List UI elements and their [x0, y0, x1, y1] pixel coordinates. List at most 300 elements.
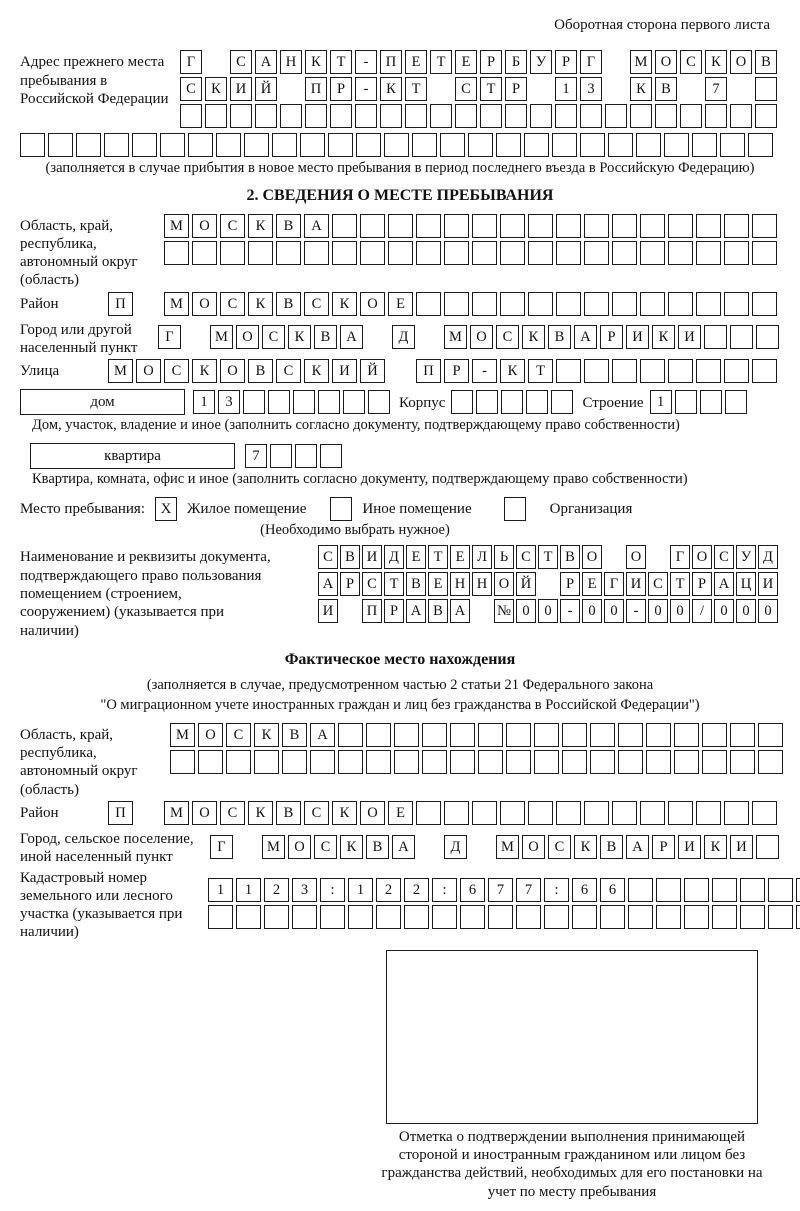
char-cell[interactable] — [170, 750, 195, 774]
char-cell[interactable] — [48, 133, 73, 157]
char-cell[interactable]: А — [714, 572, 734, 596]
char-cell[interactable]: Е — [388, 801, 413, 825]
char-cell[interactable]: У — [530, 50, 552, 74]
char-cell[interactable]: А — [340, 325, 363, 349]
char-cell[interactable] — [704, 325, 727, 349]
char-cell[interactable] — [188, 133, 213, 157]
char-cell[interactable] — [360, 214, 385, 238]
char-cell[interactable] — [478, 750, 503, 774]
char-cell[interactable] — [725, 390, 747, 414]
char-cell[interactable] — [796, 905, 800, 929]
char-cell[interactable]: 0 — [516, 599, 536, 623]
char-cell[interactable] — [758, 750, 783, 774]
char-cell[interactable] — [628, 878, 653, 902]
char-cell[interactable]: А — [304, 214, 329, 238]
char-cell[interactable]: - — [355, 50, 377, 74]
char-cell[interactable] — [758, 723, 783, 747]
kvartira-box[interactable]: квартира — [30, 443, 235, 469]
char-cell[interactable] — [338, 723, 363, 747]
char-cell[interactable] — [584, 214, 609, 238]
char-cell[interactable]: Н — [472, 572, 492, 596]
char-cell[interactable]: К — [248, 292, 273, 316]
char-cell[interactable] — [192, 241, 217, 265]
char-cell[interactable] — [478, 723, 503, 747]
char-cell[interactable] — [304, 241, 329, 265]
char-cell[interactable]: С — [226, 723, 251, 747]
char-cell[interactable]: Д — [392, 325, 415, 349]
char-cell[interactable]: К — [205, 77, 227, 101]
char-cell[interactable]: К — [248, 801, 273, 825]
char-cell[interactable] — [748, 133, 773, 157]
char-cell[interactable]: 6 — [600, 878, 625, 902]
char-cell[interactable] — [376, 905, 401, 929]
char-cell[interactable]: К — [340, 835, 363, 859]
char-cell[interactable] — [394, 723, 419, 747]
char-cell[interactable] — [230, 104, 252, 128]
char-cell[interactable] — [755, 104, 777, 128]
char-cell[interactable] — [500, 214, 525, 238]
char-cell[interactable]: В — [248, 359, 273, 383]
char-cell[interactable] — [656, 878, 681, 902]
char-cell[interactable]: Т — [538, 545, 558, 569]
char-cell[interactable] — [712, 905, 737, 929]
char-cell[interactable]: В — [755, 50, 777, 74]
char-cell[interactable]: Л — [472, 545, 492, 569]
char-cell[interactable]: С — [455, 77, 477, 101]
char-cell[interactable]: 6 — [572, 878, 597, 902]
char-cell[interactable] — [343, 390, 365, 414]
char-cell[interactable]: С — [314, 835, 337, 859]
char-cell[interactable] — [752, 292, 777, 316]
char-cell[interactable] — [348, 905, 373, 929]
char-cell[interactable]: Р — [480, 50, 502, 74]
char-cell[interactable] — [405, 104, 427, 128]
char-cell[interactable] — [664, 133, 689, 157]
char-cell[interactable] — [280, 104, 302, 128]
char-cell[interactable] — [528, 241, 553, 265]
char-cell[interactable]: Г — [604, 572, 624, 596]
char-cell[interactable]: К — [248, 214, 273, 238]
char-cell[interactable]: С — [304, 292, 329, 316]
char-cell[interactable]: О — [192, 214, 217, 238]
char-cell[interactable] — [730, 750, 755, 774]
char-cell[interactable]: Г — [210, 835, 233, 859]
char-cell[interactable]: Е — [582, 572, 602, 596]
char-cell[interactable] — [355, 104, 377, 128]
char-cell[interactable]: А — [255, 50, 277, 74]
char-cell[interactable]: 0 — [670, 599, 690, 623]
char-cell[interactable] — [605, 104, 627, 128]
char-cell[interactable] — [320, 905, 345, 929]
char-cell[interactable]: О — [522, 835, 545, 859]
char-cell[interactable] — [268, 390, 290, 414]
char-cell[interactable] — [580, 133, 605, 157]
char-cell[interactable] — [612, 214, 637, 238]
char-cell[interactable] — [310, 750, 335, 774]
char-cell[interactable]: : — [320, 878, 345, 902]
char-cell[interactable]: М — [164, 292, 189, 316]
char-cell[interactable] — [180, 104, 202, 128]
char-cell[interactable] — [700, 390, 722, 414]
char-cell[interactable] — [254, 750, 279, 774]
char-cell[interactable] — [668, 292, 693, 316]
char-cell[interactable]: Т — [330, 50, 352, 74]
char-cell[interactable] — [276, 241, 301, 265]
char-cell[interactable]: Е — [405, 50, 427, 74]
char-cell[interactable]: К — [500, 359, 525, 383]
char-cell[interactable]: В — [600, 835, 623, 859]
char-cell[interactable] — [556, 214, 581, 238]
char-cell[interactable]: М — [164, 801, 189, 825]
char-cell[interactable]: В — [282, 723, 307, 747]
char-cell[interactable]: И — [758, 572, 778, 596]
char-cell[interactable]: Е — [388, 292, 413, 316]
char-cell[interactable]: Г — [158, 325, 181, 349]
char-cell[interactable] — [104, 133, 129, 157]
char-cell[interactable] — [300, 133, 325, 157]
char-cell[interactable]: Д — [384, 545, 404, 569]
char-cell[interactable]: И — [678, 835, 701, 859]
char-cell[interactable]: К — [332, 292, 357, 316]
char-cell[interactable]: М — [108, 359, 133, 383]
char-cell[interactable]: П — [416, 359, 441, 383]
char-cell[interactable] — [524, 133, 549, 157]
char-cell[interactable] — [320, 444, 342, 468]
char-cell[interactable] — [640, 801, 665, 825]
char-cell[interactable] — [556, 241, 581, 265]
char-cell[interactable] — [724, 214, 749, 238]
char-cell[interactable]: К — [305, 50, 327, 74]
char-cell[interactable] — [394, 750, 419, 774]
char-cell[interactable] — [530, 104, 552, 128]
char-cell[interactable] — [640, 292, 665, 316]
char-cell[interactable] — [468, 133, 493, 157]
char-cell[interactable] — [584, 241, 609, 265]
char-cell[interactable] — [384, 133, 409, 157]
char-cell[interactable] — [318, 390, 340, 414]
char-cell[interactable]: К — [380, 77, 402, 101]
char-cell[interactable]: Т — [670, 572, 690, 596]
char-cell[interactable]: 2 — [404, 878, 429, 902]
char-cell[interactable]: Б — [505, 50, 527, 74]
char-cell[interactable] — [768, 905, 793, 929]
char-cell[interactable] — [702, 750, 727, 774]
char-cell[interactable] — [338, 750, 363, 774]
char-cell[interactable]: В — [406, 572, 426, 596]
char-cell[interactable] — [488, 905, 513, 929]
char-cell[interactable] — [205, 104, 227, 128]
char-cell[interactable] — [506, 750, 531, 774]
char-cell[interactable]: И — [678, 325, 701, 349]
char-cell[interactable]: В — [366, 835, 389, 859]
char-cell[interactable]: - — [472, 359, 497, 383]
char-cell[interactable] — [612, 359, 637, 383]
char-cell[interactable]: 0 — [538, 599, 558, 623]
char-cell[interactable]: О — [192, 292, 217, 316]
char-cell[interactable] — [244, 133, 269, 157]
checkbox-zhiloe[interactable]: X — [155, 497, 177, 521]
char-cell[interactable]: К — [630, 77, 652, 101]
char-cell[interactable]: В — [340, 545, 360, 569]
char-cell[interactable]: Е — [406, 545, 426, 569]
char-cell[interactable] — [796, 878, 800, 902]
char-cell[interactable] — [422, 723, 447, 747]
char-cell[interactable]: О — [626, 545, 646, 569]
char-cell[interactable]: О — [692, 545, 712, 569]
char-cell[interactable]: 7 — [245, 444, 267, 468]
char-cell[interactable] — [444, 214, 469, 238]
char-cell[interactable]: С — [714, 545, 734, 569]
char-cell[interactable]: Р — [384, 599, 404, 623]
char-cell[interactable]: 2 — [264, 878, 289, 902]
char-cell[interactable]: 6 — [460, 878, 485, 902]
char-cell[interactable] — [528, 214, 553, 238]
char-cell[interactable]: А — [406, 599, 426, 623]
char-cell[interactable]: К — [332, 801, 357, 825]
char-cell[interactable] — [132, 133, 157, 157]
char-cell[interactable]: Д — [444, 835, 467, 859]
char-cell[interactable]: 0 — [736, 599, 756, 623]
char-cell[interactable] — [528, 801, 553, 825]
char-cell[interactable] — [505, 104, 527, 128]
char-cell[interactable] — [388, 214, 413, 238]
char-cell[interactable] — [696, 214, 721, 238]
char-cell[interactable]: Р — [600, 325, 623, 349]
char-cell[interactable] — [668, 214, 693, 238]
char-cell[interactable] — [572, 905, 597, 929]
char-cell[interactable]: Т — [430, 50, 452, 74]
char-cell[interactable]: С — [304, 801, 329, 825]
char-cell[interactable] — [450, 723, 475, 747]
char-cell[interactable]: Й — [360, 359, 385, 383]
char-cell[interactable] — [556, 801, 581, 825]
char-cell[interactable] — [556, 292, 581, 316]
char-cell[interactable]: С — [180, 77, 202, 101]
char-cell[interactable] — [330, 104, 352, 128]
char-cell[interactable] — [612, 801, 637, 825]
char-cell[interactable]: Н — [280, 50, 302, 74]
char-cell[interactable]: К — [705, 50, 727, 74]
char-cell[interactable] — [696, 801, 721, 825]
char-cell[interactable] — [562, 750, 587, 774]
char-cell[interactable]: М — [164, 214, 189, 238]
char-cell[interactable] — [455, 104, 477, 128]
checkbox-inoe[interactable] — [330, 497, 352, 521]
char-cell[interactable] — [630, 104, 652, 128]
char-cell[interactable] — [740, 878, 765, 902]
char-cell[interactable]: О — [198, 723, 223, 747]
char-cell[interactable] — [675, 390, 697, 414]
char-cell[interactable] — [584, 801, 609, 825]
char-cell[interactable]: Р — [555, 50, 577, 74]
char-cell[interactable] — [655, 104, 677, 128]
char-cell[interactable]: П — [380, 50, 402, 74]
char-cell[interactable] — [612, 292, 637, 316]
char-cell[interactable]: К — [652, 325, 675, 349]
char-cell[interactable] — [220, 241, 245, 265]
char-cell[interactable]: Й — [255, 77, 277, 101]
char-cell[interactable] — [552, 133, 577, 157]
char-cell[interactable]: Д — [758, 545, 778, 569]
char-cell[interactable] — [674, 723, 699, 747]
char-cell[interactable] — [640, 241, 665, 265]
char-cell[interactable]: Г — [180, 50, 202, 74]
char-cell[interactable]: 7 — [516, 878, 541, 902]
char-cell[interactable] — [416, 241, 441, 265]
char-cell[interactable] — [752, 801, 777, 825]
char-cell[interactable] — [646, 750, 671, 774]
char-cell[interactable] — [208, 905, 233, 929]
char-cell[interactable] — [440, 133, 465, 157]
char-cell[interactable] — [640, 214, 665, 238]
char-cell[interactable]: П — [108, 292, 133, 316]
char-cell[interactable]: С — [548, 835, 571, 859]
char-cell[interactable]: 1 — [193, 390, 215, 414]
char-cell[interactable] — [768, 878, 793, 902]
char-cell[interactable]: 0 — [582, 599, 602, 623]
char-cell[interactable]: А — [574, 325, 597, 349]
char-cell[interactable]: О — [582, 545, 602, 569]
char-cell[interactable] — [724, 359, 749, 383]
char-cell[interactable]: А — [626, 835, 649, 859]
char-cell[interactable] — [332, 241, 357, 265]
char-cell[interactable] — [534, 750, 559, 774]
char-cell[interactable] — [720, 133, 745, 157]
char-cell[interactable] — [476, 390, 498, 414]
char-cell[interactable]: № — [494, 599, 514, 623]
char-cell[interactable]: В — [428, 599, 448, 623]
char-cell[interactable] — [584, 292, 609, 316]
char-cell[interactable] — [705, 104, 727, 128]
char-cell[interactable]: Е — [428, 572, 448, 596]
char-cell[interactable]: С — [164, 359, 189, 383]
char-cell[interactable]: 0 — [758, 599, 778, 623]
char-cell[interactable]: О — [288, 835, 311, 859]
char-cell[interactable] — [516, 905, 541, 929]
char-cell[interactable]: С — [516, 545, 536, 569]
char-cell[interactable] — [684, 905, 709, 929]
char-cell[interactable] — [544, 905, 569, 929]
char-cell[interactable] — [264, 905, 289, 929]
char-cell[interactable] — [243, 390, 265, 414]
char-cell[interactable] — [472, 801, 497, 825]
char-cell[interactable]: П — [362, 599, 382, 623]
char-cell[interactable] — [608, 133, 633, 157]
char-cell[interactable] — [366, 723, 391, 747]
char-cell[interactable] — [248, 241, 273, 265]
char-cell[interactable] — [500, 241, 525, 265]
char-cell[interactable]: 7 — [488, 878, 513, 902]
char-cell[interactable] — [272, 133, 297, 157]
char-cell[interactable]: О — [236, 325, 259, 349]
char-cell[interactable] — [534, 723, 559, 747]
char-cell[interactable]: О — [360, 801, 385, 825]
char-cell[interactable] — [432, 905, 457, 929]
char-cell[interactable] — [696, 292, 721, 316]
char-cell[interactable] — [255, 104, 277, 128]
char-cell[interactable]: О — [360, 292, 385, 316]
char-cell[interactable]: С — [220, 292, 245, 316]
char-cell[interactable]: С — [496, 325, 519, 349]
char-cell[interactable]: К — [192, 359, 217, 383]
char-cell[interactable]: Е — [450, 545, 470, 569]
char-cell[interactable]: У — [736, 545, 756, 569]
char-cell[interactable]: 1 — [208, 878, 233, 902]
char-cell[interactable] — [724, 241, 749, 265]
char-cell[interactable] — [756, 835, 779, 859]
char-cell[interactable] — [730, 723, 755, 747]
char-cell[interactable]: О — [730, 50, 752, 74]
char-cell[interactable] — [295, 444, 317, 468]
char-cell[interactable] — [422, 750, 447, 774]
char-cell[interactable] — [368, 390, 390, 414]
char-cell[interactable] — [562, 723, 587, 747]
char-cell[interactable]: С — [680, 50, 702, 74]
char-cell[interactable] — [680, 104, 702, 128]
char-cell[interactable]: С — [318, 545, 338, 569]
char-cell[interactable]: В — [560, 545, 580, 569]
char-cell[interactable] — [380, 104, 402, 128]
char-cell[interactable]: М — [496, 835, 519, 859]
char-cell[interactable]: Т — [480, 77, 502, 101]
char-cell[interactable] — [356, 133, 381, 157]
char-cell[interactable] — [584, 359, 609, 383]
char-cell[interactable]: К — [574, 835, 597, 859]
char-cell[interactable] — [618, 750, 643, 774]
char-cell[interactable] — [755, 77, 777, 101]
char-cell[interactable]: Й — [516, 572, 536, 596]
char-cell[interactable] — [293, 390, 315, 414]
char-cell[interactable] — [416, 801, 441, 825]
char-cell[interactable] — [430, 104, 452, 128]
char-cell[interactable]: 3 — [580, 77, 602, 101]
char-cell[interactable]: К — [522, 325, 545, 349]
char-cell[interactable]: 1 — [555, 77, 577, 101]
char-cell[interactable] — [551, 390, 573, 414]
char-cell[interactable]: А — [310, 723, 335, 747]
char-cell[interactable] — [696, 359, 721, 383]
char-cell[interactable]: О — [655, 50, 677, 74]
char-cell[interactable] — [450, 750, 475, 774]
char-cell[interactable]: Т — [528, 359, 553, 383]
char-cell[interactable]: - — [355, 77, 377, 101]
char-cell[interactable] — [360, 241, 385, 265]
char-cell[interactable] — [668, 359, 693, 383]
char-cell[interactable]: С — [648, 572, 668, 596]
char-cell[interactable] — [555, 104, 577, 128]
char-cell[interactable]: К — [254, 723, 279, 747]
char-cell[interactable] — [270, 444, 292, 468]
char-cell[interactable]: Р — [330, 77, 352, 101]
char-cell[interactable]: Р — [560, 572, 580, 596]
char-cell[interactable]: Г — [670, 545, 690, 569]
char-cell[interactable] — [226, 750, 251, 774]
char-cell[interactable] — [752, 241, 777, 265]
char-cell[interactable] — [444, 241, 469, 265]
char-cell[interactable] — [412, 133, 437, 157]
char-cell[interactable] — [612, 241, 637, 265]
char-cell[interactable]: В — [276, 214, 301, 238]
char-cell[interactable]: 1 — [236, 878, 261, 902]
char-cell[interactable] — [692, 133, 717, 157]
char-cell[interactable] — [164, 241, 189, 265]
char-cell[interactable] — [730, 104, 752, 128]
char-cell[interactable] — [76, 133, 101, 157]
char-cell[interactable]: К — [288, 325, 311, 349]
char-cell[interactable] — [668, 801, 693, 825]
char-cell[interactable] — [730, 325, 753, 349]
char-cell[interactable] — [656, 905, 681, 929]
